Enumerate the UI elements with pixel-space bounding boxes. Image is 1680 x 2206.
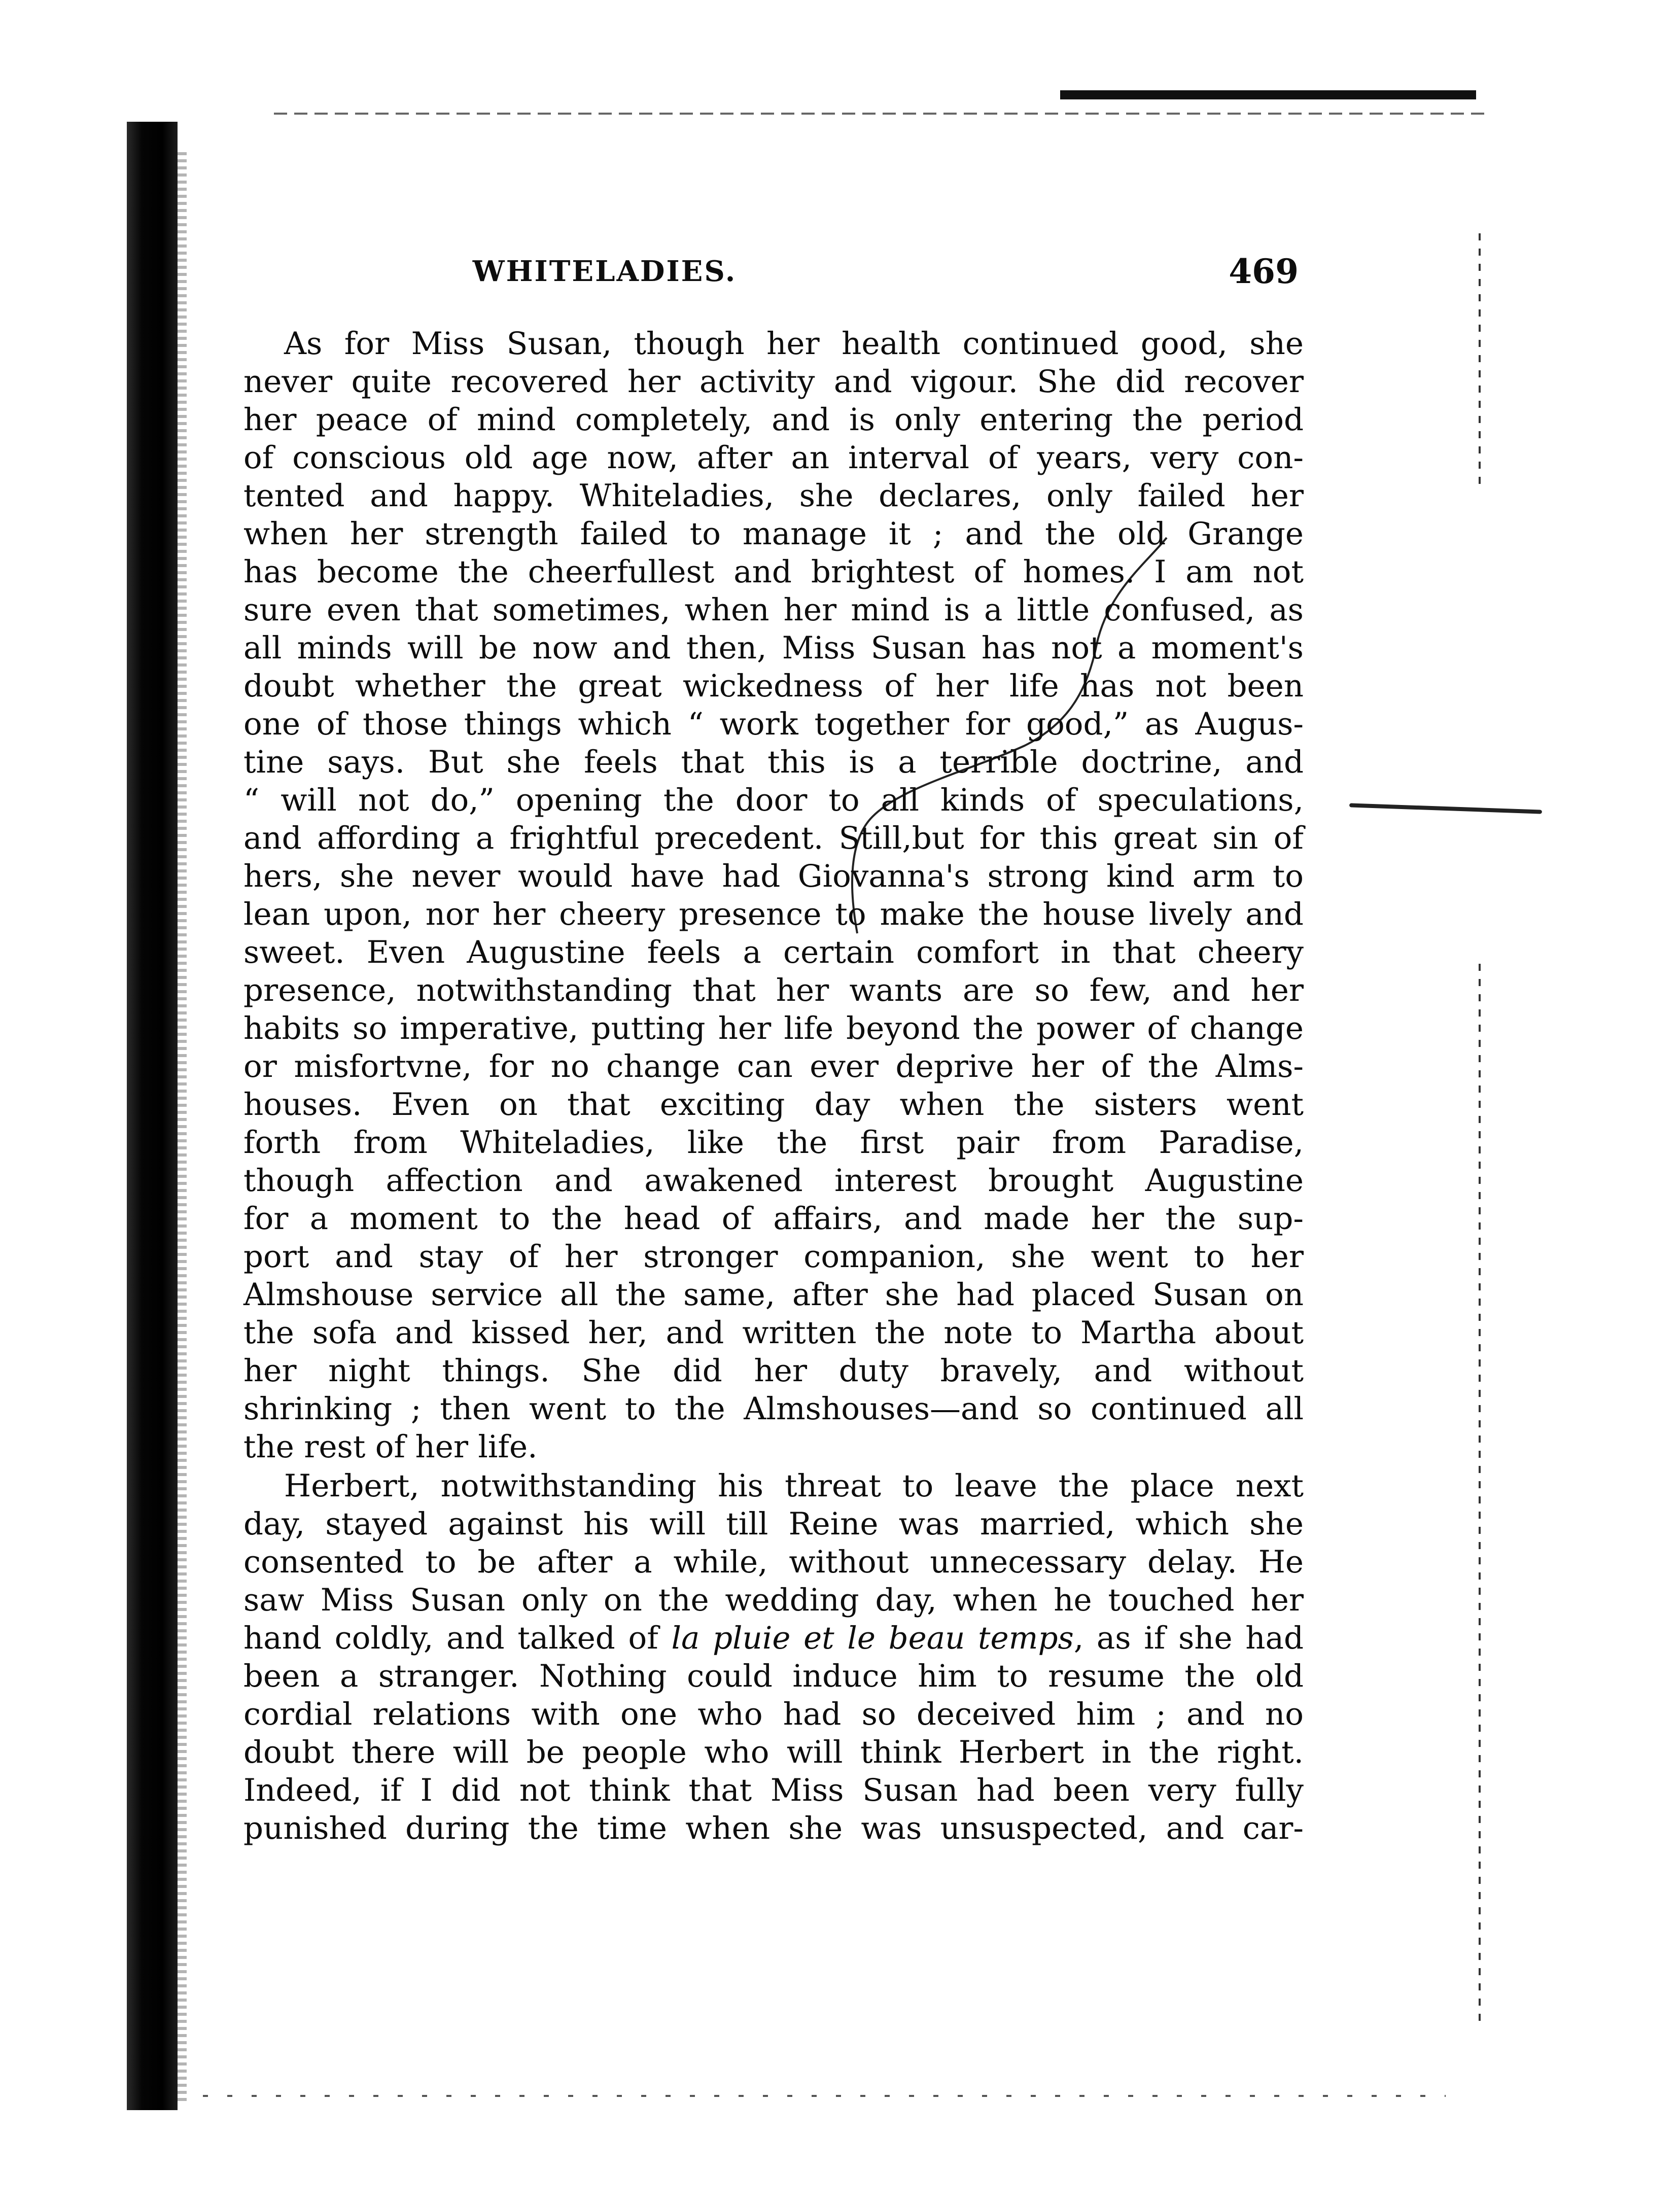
- text-line: her night things. She did her duty bravely, and without: [243, 1353, 1304, 1389]
- text-line: Herbert, notwithstanding his threat to leave the place next: [284, 1468, 1304, 1504]
- page-number: 469: [1229, 252, 1299, 291]
- text-line: tine says. But she feels that this is a terrible doctrine, and: [243, 744, 1304, 780]
- text-run: , as if she had: [1073, 1620, 1304, 1656]
- page-header: [243, 249, 1299, 294]
- text-line: though affection and awakened interest brought Augustine: [243, 1163, 1304, 1199]
- text-line: her peace of mind completely, and is only entering the period: [243, 402, 1304, 438]
- top-edge-rule: [274, 113, 1491, 115]
- text-line: when her strength failed to manage it ; and the old Grange: [243, 516, 1304, 552]
- right-edge-speckle: [1479, 964, 1481, 2029]
- spine-edge-speckle: [178, 152, 187, 2105]
- text-line: punished during the time when she was unsuspected, and car-: [243, 1810, 1304, 1846]
- text-line: houses. Even on that exciting day when the sisters went: [243, 1087, 1304, 1123]
- text-line: As for Miss Susan, though her health continued good, she: [284, 326, 1304, 362]
- text-line: for a moment to the head of affairs, and made her the sup-: [243, 1201, 1304, 1237]
- text-line: “ will not do,” opening the door to all kinds of speculations,: [243, 782, 1304, 818]
- text-line: port and stay of her stronger companion, she went to her: [243, 1239, 1304, 1275]
- text-line: hers, she never would have had Giovanna's strong kind arm to: [243, 858, 1304, 894]
- italic-phrase: la pluie et le beau temps: [671, 1620, 1074, 1656]
- running-title: WHITELADIES.: [472, 255, 737, 288]
- text-line: forth from Whiteladies, like the first pair from Paradise,: [243, 1125, 1304, 1161]
- book-spine-shadow: [127, 122, 178, 2110]
- text-line: habits so imperative, putting her life beyond the power of change: [243, 1010, 1304, 1046]
- text-line: presence, notwithstanding that her wants are so few, and her: [243, 972, 1304, 1008]
- text-line: the sofa and kissed her, and written the note to Martha about: [243, 1315, 1304, 1351]
- text-line: the rest of her life.: [243, 1429, 538, 1465]
- text-line: sweet. Even Augustine feels a certain comfort in that cheery: [243, 934, 1304, 970]
- text-line: shrinking ; then went to the Almshouses—and so continued all: [243, 1391, 1304, 1427]
- text-line: one of those things which “ work together for good,” as Augus-: [243, 706, 1304, 742]
- text-line: has become the cheerfullest and brightest of homes. I am not: [243, 554, 1304, 590]
- text-line: cordial relations with one who had so deceived him ; and no: [243, 1696, 1304, 1732]
- text-line: and affording a frightful precedent. Still,but for this great sin of: [243, 820, 1304, 856]
- bottom-edge-speckle: [203, 2095, 1446, 2097]
- text-line: been a stranger. Nothing could induce him to resume the old: [243, 1658, 1304, 1694]
- right-edge-speckle: [1479, 233, 1481, 487]
- text-line: doubt whether the great wickedness of her life has not been: [243, 668, 1304, 704]
- text-line: Indeed, if I did not think that Miss Susan had been very fully: [243, 1772, 1304, 1808]
- text-line: sure even that sometimes, when her mind is a little confused, as: [243, 592, 1304, 628]
- text-line: Almshouse service all the same, after she had placed Susan on: [243, 1277, 1304, 1313]
- text-line: consented to be after a while, without unnecessary delay. He: [243, 1544, 1304, 1580]
- text-line: lean upon, nor her cheery presence to make the house lively and: [243, 896, 1304, 932]
- text-line: tented and happy. Whiteladies, she declares, only failed her: [243, 478, 1304, 514]
- text-line-with-italic: [243, 1619, 1304, 1657]
- body-text: [243, 325, 1304, 1847]
- text-line: doubt there will be people who will think Herbert in the right.: [243, 1734, 1304, 1770]
- text-line: of conscious old age now, after an interval of years, very con-: [243, 440, 1304, 476]
- text-line: day, stayed against his will till Reine was married, which she: [243, 1506, 1304, 1542]
- margin-pencil-stroke: [1349, 803, 1542, 814]
- text-line: saw Miss Susan only on the wedding day, when he touched her: [243, 1582, 1304, 1618]
- text-run: hand coldly, and talked of: [243, 1620, 672, 1656]
- paragraph: [243, 325, 1304, 1466]
- text-line: all minds will be now and then, Miss Susan has not a moment's: [243, 630, 1304, 666]
- paragraph: [243, 1467, 1304, 1847]
- text-line: never quite recovered her activity and vigour. She did recover: [243, 364, 1304, 400]
- text-line: or misfortvne, for no change can ever deprive her of the Alms-: [243, 1048, 1304, 1084]
- top-edge-mark: [1060, 90, 1476, 99]
